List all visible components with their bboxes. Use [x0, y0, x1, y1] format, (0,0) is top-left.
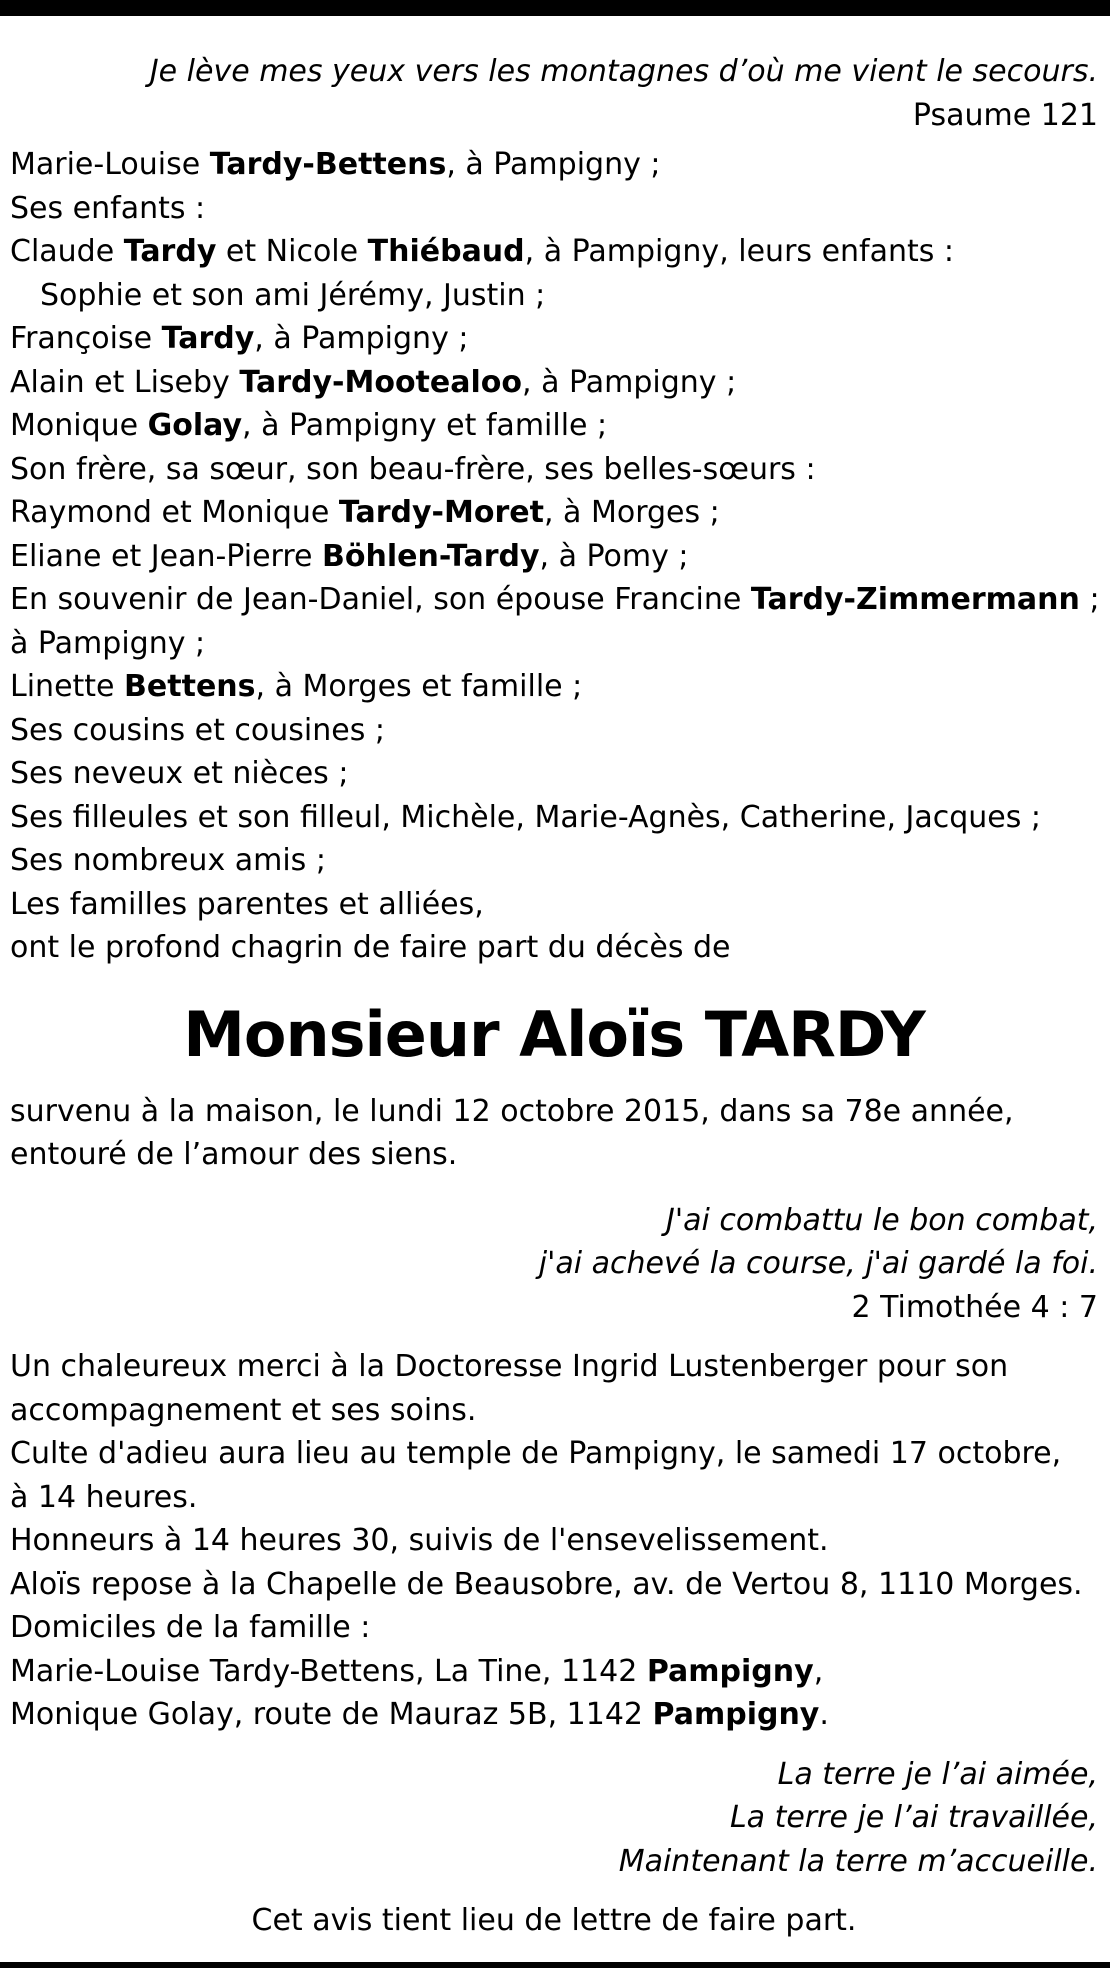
family-list — [10, 143, 1098, 970]
closing-quote-line: La terre je l’ai aimée, — [777, 1756, 1098, 1792]
family-line: Ses filleules et son filleul, Michèle, Marie-Agnès, Catherine, Jacques ; — [10, 799, 1042, 835]
detail-line: Domiciles de la famille : — [10, 1610, 371, 1645]
family-line: Claude Tardy et Nicole Thiébaud, à Pampigny, leurs enfants : — [10, 234, 955, 269]
family-line: Son frère, sa sœur, son beau-frère, ses belles-sœurs : — [10, 451, 816, 487]
closing-quote-line: La terre je l’ai travaillée, — [729, 1800, 1098, 1835]
bottom-rule — [0, 1962, 1110, 1968]
family-line: Monique Golay, à Pampigny et famille ; — [10, 408, 608, 443]
deceased-name: Monsieur Aloïs TARDY — [183, 997, 925, 1071]
family-line: Marie-Louise Tardy-Bettens, à Pampigny ; — [10, 147, 661, 182]
family-line: Sophie et son ami Jérémy, Justin ; — [40, 277, 546, 313]
family-line: Les familles parentes et alliées, — [10, 886, 484, 922]
family-line: Françoise Tardy, à Pampigny ; — [10, 321, 469, 356]
obituary-notice — [10, 50, 1098, 1943]
family-line: Eliane et Jean-Pierre Böhlen-Tardy, à Pomy ; — [10, 538, 689, 574]
family-line: Ses nombreux amis ; — [10, 843, 326, 878]
middle-quote-line: j'ai achevé la course, j'ai gardé la foi. — [538, 1246, 1098, 1281]
closing-statement: Cet avis tient lieu de lettre de faire part. — [251, 1903, 857, 1938]
family-line: à Pampigny ; — [10, 625, 206, 661]
family-line: ont le profond chagrin de faire part du décès de — [10, 930, 731, 965]
address-line: Marie-Louise Tardy-Bettens, La Tine, 1142 Pampigny, — [10, 1653, 824, 1689]
closing-quote — [10, 1753, 1098, 1884]
death-info-line: survenu à la maison, le lundi 12 octobre 2015, dans sa 78e année, — [10, 1093, 1014, 1129]
address-line: Monique Golay, route de Mauraz 5B, 1142 Pampigny. — [10, 1697, 829, 1732]
detail-line: Culte d'adieu aura lieu au temple de Pampigny, le samedi 17 octobre, — [10, 1436, 1062, 1471]
middle-quote-reference: 2 Timothée 4 : 7 — [851, 1289, 1098, 1325]
ceremony-details — [10, 1345, 1098, 1737]
family-line: Linette Bettens, à Morges et famille ; — [10, 669, 583, 704]
detail-line: Un chaleureux merci à la Doctoresse Ingrid Lustenberger pour son — [10, 1349, 1009, 1384]
family-line: Alain et Liseby Tardy-Mootealoo, à Pampigny ; — [10, 364, 737, 400]
detail-line: Honneurs à 14 heures 30, suivis de l'ensevelissement. — [10, 1523, 829, 1558]
opening-quote-reference: Psaume 121 — [912, 97, 1098, 133]
closing-quote-line: Maintenant la terre m’accueille. — [618, 1843, 1098, 1879]
family-line: Ses neveux et nièces ; — [10, 756, 349, 791]
top-rule — [0, 0, 1110, 16]
family-line: Ses cousins et cousines ; — [10, 712, 385, 748]
family-line: Ses enfants : — [10, 190, 206, 226]
opening-quote: Je lève mes yeux vers les montagnes d’où me vient le secours. — [149, 54, 1098, 89]
death-info-line: entouré de l’amour des siens. — [10, 1137, 458, 1172]
family-line: Raymond et Monique Tardy-Moret, à Morges ; — [10, 495, 720, 530]
detail-line: Aloïs repose à la Chapelle de Beausobre, av. de Vertou 8, 1110 Morges. — [10, 1566, 1083, 1602]
family-line: En souvenir de Jean-Daniel, son épouse Francine Tardy-Zimmermann ; — [10, 582, 1100, 617]
middle-quote-line: J'ai combattu le bon combat, — [666, 1202, 1098, 1238]
middle-quote — [10, 1199, 1098, 1330]
death-info — [10, 1090, 1098, 1177]
detail-line: à 14 heures. — [10, 1479, 198, 1515]
detail-line: accompagnement et ses soins. — [10, 1392, 477, 1428]
